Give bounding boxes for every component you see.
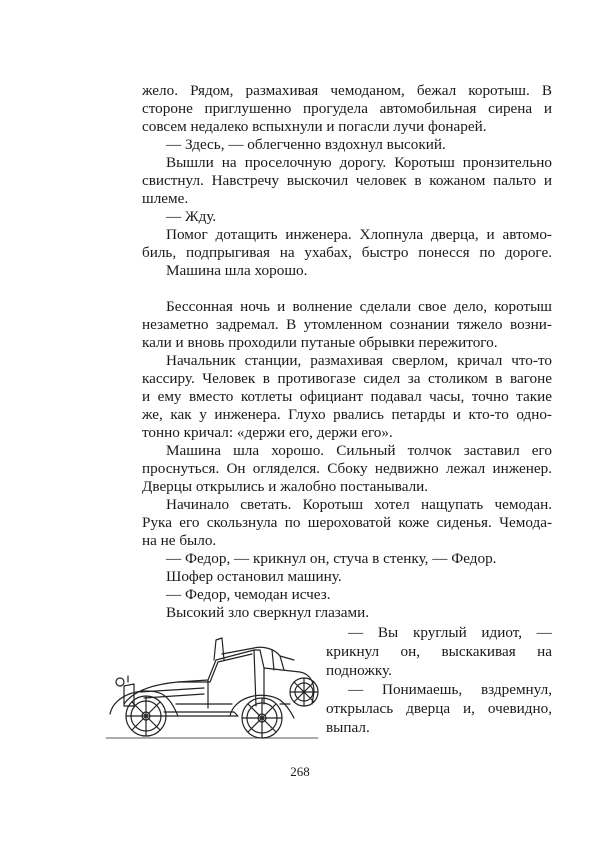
- text-line: крикнул он, выскакивая на: [326, 643, 552, 660]
- text-line: совсем недалеко вспыхнули и погасли лучи фонарей.: [142, 118, 487, 135]
- text-line: Машина шла хорошо.: [166, 262, 308, 279]
- text-line: — Федор, чемодан исчез.: [166, 586, 331, 603]
- text-line: Начальник станции, размахивая сверлом, кричал что-то: [166, 352, 552, 369]
- text-line: — Понимаешь, вздремнул,: [348, 681, 552, 698]
- text-line: — Федор, — крикнул он, стуча в стенку, — Федор.: [166, 550, 497, 567]
- text-line: незаметно задремал. В утомленном сознании тяжело возни-: [142, 316, 552, 333]
- text-line: — Здесь, — облегченно вздохнул высокий.: [166, 136, 446, 153]
- text-line: Высокий зло сверкнул глазами.: [166, 604, 370, 621]
- text-line: свистнул. Навстречу выскочил человек в кожаном пальто и: [142, 172, 552, 189]
- text-line: проснуться. Он огляделся. Сбоку недвижно лежал инженер.: [142, 460, 552, 477]
- text-line: кассиру. Человек в противогазе сидел за столиком в вагоне: [142, 370, 552, 387]
- text-line: жело. Рядом, размахивая чемоданом, бежал коротыш. В: [142, 82, 552, 99]
- text-line: Шофер остановил машину.: [166, 568, 342, 585]
- text-line: — Вы круглый идиот, —: [348, 624, 552, 641]
- text-line: шлеме.: [142, 190, 189, 207]
- text-line: же, как у инженера. Глухо рвались петарды и кто-то одно-: [142, 406, 552, 423]
- text-line: стороне приглушенно прогудела автомобильная сирена и: [142, 100, 552, 117]
- text-line: выпал.: [326, 719, 370, 736]
- text-line: Вышли на проселочную дорогу. Коротыш пронзительно: [166, 154, 552, 171]
- text-line: кали и вновь проходили путаные обрывки пережитого.: [142, 334, 498, 351]
- text-line: Бессонная ночь и волнение сделали свое дело, коротыш: [166, 298, 552, 315]
- text-line: и ему вместо котлеты официант подавал часы, точно такие: [142, 388, 552, 405]
- text-line: открылась дверца и, очевидно,: [326, 700, 552, 717]
- text-line: тонно кричал: «держи его, держи его».: [142, 424, 393, 441]
- text-line: Начинало светать. Коротыш хотел нащупать чемодан.: [166, 496, 552, 513]
- text-line: Дверцы открылись и жалобно постанывали.: [142, 478, 429, 495]
- text-line: Помог дотащить инженера. Хлопнула дверца, и автомо-: [166, 226, 552, 243]
- vintage-car-illustration: [104, 620, 322, 742]
- text-line: биль, подпрыгивая на ухабах, быстро понесся по дороге.: [142, 244, 552, 261]
- text-line: — Жду.: [166, 208, 217, 225]
- text-line: Машина шла хорошо. Сильный толчок заставил его: [166, 442, 552, 459]
- text-line: подножку.: [326, 662, 392, 679]
- text-line: Рука его скользнула по шероховатой коже сиденья. Чемода-: [142, 514, 552, 531]
- text-line: на не было.: [142, 532, 217, 549]
- page-number: 268: [290, 764, 310, 779]
